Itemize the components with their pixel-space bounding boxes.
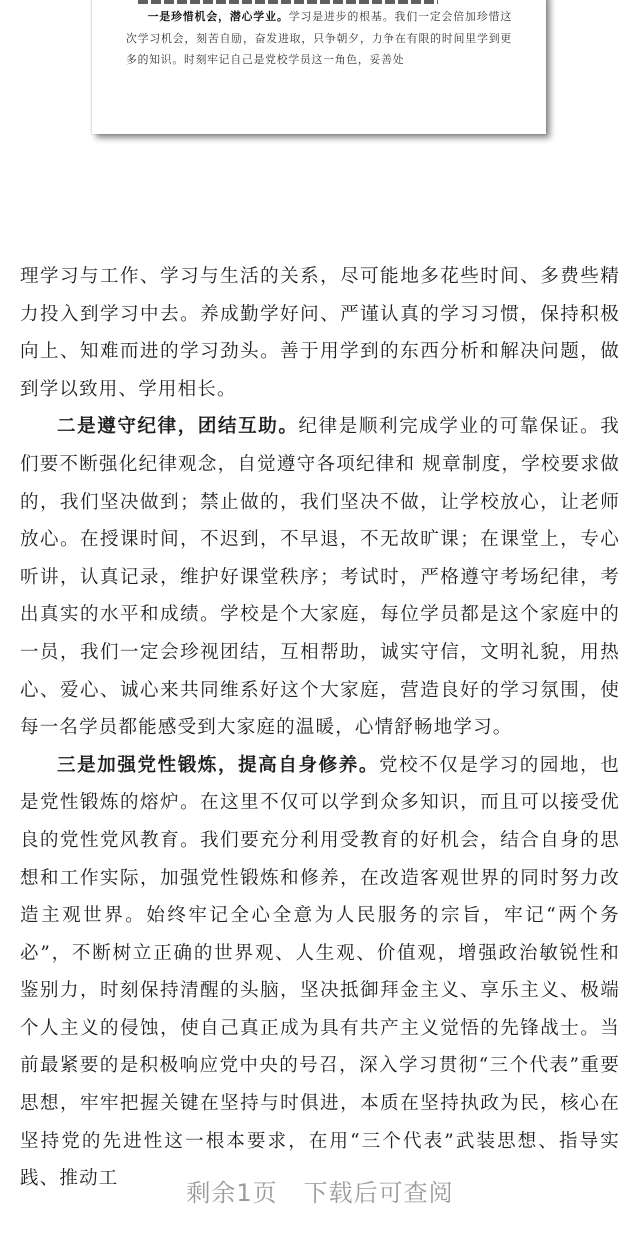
download-prompt[interactable] <box>0 1173 640 1208</box>
preview-lead: 一是珍惜机会，潜心学业。 <box>147 10 289 23</box>
preview-body: 学习是进步的根基。我们一定会倍加珍惜这次学习机会，刻苦自励，奋发进取，只争朝夕，力争在有限的时间里学到更多的知识。时刻牢记自己是党校学员这一角色，妥善处 <box>126 10 512 66</box>
paragraph-continued: 理学习与工作、学习与生活的关系，尽可能地多花些时间、多费些精力投入到学习中去。养成勤学好问、严谨认真的学习习惯，保持积极向上、知难而进的学习劲头。善于用学到的东西分析和解决问题，做到学以致用、学用相长。 <box>20 266 620 400</box>
preview-paragraph <box>126 6 512 71</box>
page-preview-card <box>92 0 546 134</box>
paragraph-text: 党校不仅是学习的园地，也是党性锻炼的熔炉。在这里不仅可以学到众多知识，而且可以接受优良的党性党风教育。我们要充分利用受教育的好机会，结合自身的思想和工作实际，加强党性锻炼和修养，在改造客观世界的同时努力改造主观世界。始终牢记全心全意为人民服务的宗旨，牢记“两个务必”，不断树立正确的世界观、人生观、价值观，增强政治敏锐性和鉴别力，时刻保持清醒的头脑，坚决抵御拜金主义、享乐主义、极端个人主义的侵蚀，使自己真正成为具有共产主义觉悟的先锋战士。当前最紧要的是积极响应党中央的号召，深入学习贯彻“三个代表”重要思想，牢牢把握关键在坚持与时俱进，本质在坚持执政为民，核心在坚持党的先进性这一根本要求，在用“三个代表”武装思想、指导实践、推动工 <box>20 754 620 1190</box>
document-body <box>20 258 620 1198</box>
paragraph-lead: 二是遵守纪律，团结互助。 <box>57 416 299 438</box>
paragraph-text: 纪律是顺利完成学业的可靠保证。我们要不断强化纪律观念，自觉遵守各项纪律和 规章制度，学校要求做的，我们坚决做到；禁止做的，我们坚决不做，让学校放心，让老师放心。在授课时间，不迟到，不早退，不无故旷课；在课堂上，专心听讲，认真记录，维护好课堂秩序；考试时，严格遵守考场纪律，考出真实的水平和成绩。学校是个大家庭，每位学员都是这个家庭中的一员，我们一定会珍视团结，互相帮助，诚实守信，文明礼貌，用热心、爱心、诚心来共同维系好这个大家庭，营造良好的学习氛围，使每一名学员都能感受到大家庭的温暖，心情舒畅地学习。 <box>20 416 620 739</box>
remaining-pages-label: 剩余1页 <box>186 1179 278 1207</box>
paragraph-party-spirit <box>20 747 620 1198</box>
paragraph-discipline <box>20 408 620 746</box>
download-to-view-label[interactable]: 下载后可查阅 <box>303 1179 454 1207</box>
cropped-heading-line <box>138 0 438 4</box>
paragraph-lead: 三是加强党性锻炼，提高自身修养。 <box>57 754 379 776</box>
